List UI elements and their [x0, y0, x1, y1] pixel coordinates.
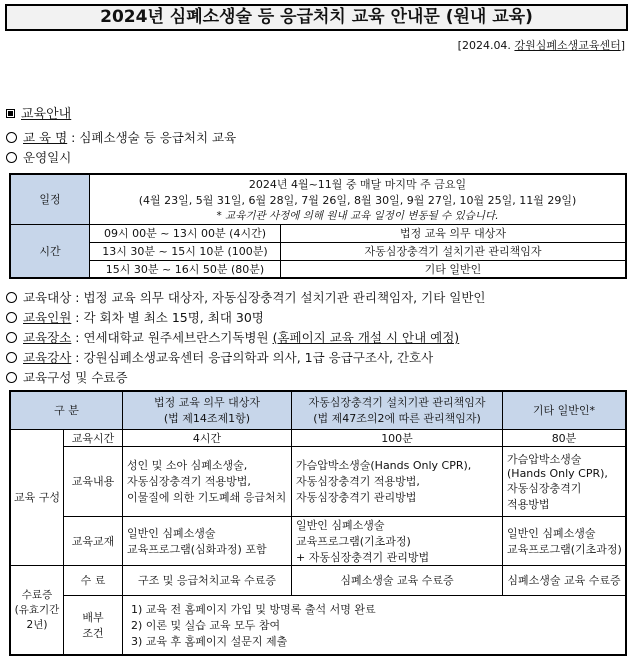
doc-bracket: ]	[620, 39, 625, 52]
circle-bullet-icon	[6, 132, 17, 143]
schedule-line	[6, 148, 71, 166]
condition-item: 2) 이론 및 실습 교육 모두 참여	[131, 618, 281, 632]
content-label: 교육내용	[64, 446, 123, 516]
content-line: 성인 및 소아 심폐소생술,	[127, 459, 248, 472]
material2-cell	[292, 516, 503, 565]
col2-header	[292, 391, 503, 429]
circle-bullet-icon	[6, 292, 17, 303]
time-value: 100분	[292, 429, 503, 446]
target-line	[6, 288, 485, 306]
people-label: 교육인원	[23, 310, 72, 325]
content-line: 이물질에 의한 기도폐쇄 응급처치	[127, 491, 287, 504]
composition-line	[6, 368, 128, 386]
cond-label-line: 조건	[82, 626, 104, 640]
material-line: 일반인 심폐소생술	[127, 526, 216, 540]
cert2-cell: 심폐소생술 교육 수료증	[292, 565, 503, 595]
place-note: (홈페이지 교육 개설 시 안내 예정)	[272, 330, 460, 345]
filled-square-icon	[6, 109, 15, 118]
target-cell: 자동심장충격기 설치기관 관리책임자	[281, 242, 627, 260]
material3-cell	[503, 516, 627, 565]
content-line: 가슴압박소생술	[507, 452, 582, 466]
content-line: 적용방법	[507, 497, 550, 511]
material-line: + 자동심장충격기 관리방법	[296, 550, 430, 564]
time-cell: 15시 30분 ~ 16시 50분 (80분)	[90, 260, 281, 278]
content-line: (Hands Only CPR),	[507, 466, 608, 480]
material-line: 일반인 심폐소생술	[507, 526, 596, 540]
col1-header	[123, 391, 292, 429]
time-label: 교육시간	[64, 429, 123, 446]
place-line	[6, 328, 459, 346]
time-cell: 13시 30분 ~ 15시 10분 (100분)	[90, 242, 281, 260]
section-heading	[6, 103, 71, 122]
target-cell: 기타 일반인	[281, 260, 627, 278]
content1-cell	[123, 446, 292, 516]
content-line: 자동심장충격기 관리방법	[296, 491, 417, 504]
people-value: : 각 회차 별 최소 15명, 최대 30명	[75, 310, 264, 325]
instructor-value: : 강원심폐소생교육센터 응급의학과 의사, 1급 응급구조사, 간호사	[75, 350, 434, 365]
cond-label	[64, 595, 123, 655]
material-label: 교육교재	[64, 516, 123, 565]
edu-name-label: 교 육 명	[23, 130, 68, 145]
doc-org: 강원심폐소생교육센터	[514, 39, 621, 52]
date-header: 일정	[10, 174, 90, 224]
circle-bullet-icon	[6, 372, 17, 383]
content-line: 가슴압박소생술(Hands Only CPR),	[296, 459, 472, 472]
circle-bullet-icon	[6, 312, 17, 323]
material-line: 교육프로그램(기초과정)	[507, 542, 622, 556]
people-line	[6, 308, 264, 326]
schedule-table	[9, 173, 627, 279]
date-note: * 교육기관 사정에 의해 원내 교육 일정이 변동될 수 있습니다.	[216, 209, 499, 222]
group-label-cell: 교육 구성	[10, 429, 64, 565]
content2-cell	[292, 446, 503, 516]
cert3-cell: 심폐소생술 교육 수료증	[503, 565, 627, 595]
division-header: 구 분	[10, 391, 123, 429]
content-line: 자동심장충격기 적용방법,	[127, 475, 251, 488]
cert1-cell: 구조 및 응급처치교육 수료증	[123, 565, 292, 595]
col3-header: 기타 일반인*	[503, 391, 627, 429]
circle-bullet-icon	[6, 332, 17, 343]
time-header: 시간	[10, 224, 90, 278]
target-label: 교육대상	[23, 290, 72, 305]
place-label: 교육장소	[23, 330, 72, 345]
time-cell: 09시 00분 ~ 13시 00분 (4시간)	[90, 224, 281, 242]
cert-group-line: 2년)	[26, 619, 48, 632]
col1-title: 법정 교육 의무 대상자	[153, 396, 261, 410]
place-value: : 연세대학교 원주세브란스기독병원	[75, 330, 269, 345]
cert-group-cell	[10, 565, 64, 655]
composition-label: 교육구성 및 수료증	[23, 370, 128, 385]
cert-group-line: (유효기간	[14, 604, 60, 617]
content-line: 자동심장충격기 적용방법,	[296, 475, 420, 488]
col1-sub: (법 제14조제1항)	[163, 412, 251, 426]
time-value: 80분	[503, 429, 627, 446]
date-cell	[90, 174, 627, 224]
cert-label: 수 료	[64, 565, 123, 595]
target-cell: 법정 교육 의무 대상자	[281, 224, 627, 242]
col2-title: 자동심장충격기 설치기관 관리책임자	[308, 396, 486, 410]
content-line: 자동심장충격기	[507, 481, 582, 495]
date-line2: (4월 23일, 5월 31일, 6월 28일, 7월 26일, 8월 30일, 9월 27일, 10월 25일, 11월 29일)	[138, 193, 577, 207]
date-line1: 2024년 4월~11월 중 매달 마지막 주 금요일	[248, 177, 467, 191]
instructor-label: 교육강사	[23, 350, 72, 365]
conditions-cell	[123, 595, 627, 655]
cert-group-line: 수료증	[21, 589, 53, 602]
circle-bullet-icon	[6, 152, 17, 163]
material-line: 교육프로그램(기초과정)	[296, 534, 411, 548]
target-value: : 법정 교육 의무 대상자, 자동심장충격기 설치기관 관리책임자, 기타 일반인	[75, 290, 486, 305]
material-line: 교육프로그램(심화과정) 포함	[127, 542, 267, 556]
condition-item: 1) 교육 전 홈페이지 가입 및 방명록 출석 서명 완료	[131, 602, 376, 616]
schedule-label: 운영일시	[23, 150, 72, 165]
cond-label-line: 배부	[82, 610, 104, 624]
doc-date: [2024.04.	[457, 39, 511, 52]
edu-name-value: : 심폐소생술 등 응급처치 교육	[71, 130, 237, 145]
time-value: 4시간	[123, 429, 292, 446]
section-heading-text: 교육안내	[21, 107, 72, 122]
col2-sub: (법 제47조의2에 따른 관리책임자)	[313, 412, 481, 426]
edu-name-line	[6, 128, 236, 146]
content3-cell	[503, 446, 627, 516]
condition-item: 3) 교육 후 홈페이지 설문지 제출	[131, 634, 288, 648]
material-line: 일반인 심폐소생술	[296, 518, 385, 532]
circle-bullet-icon	[6, 352, 17, 363]
composition-table	[9, 390, 627, 656]
instructor-line	[6, 348, 433, 366]
document-date-org	[458, 37, 625, 53]
page-title: 2024년 심폐소생술 등 응급처치 교육 안내문 (원내 교육)	[5, 4, 628, 31]
material1-cell	[123, 516, 292, 565]
